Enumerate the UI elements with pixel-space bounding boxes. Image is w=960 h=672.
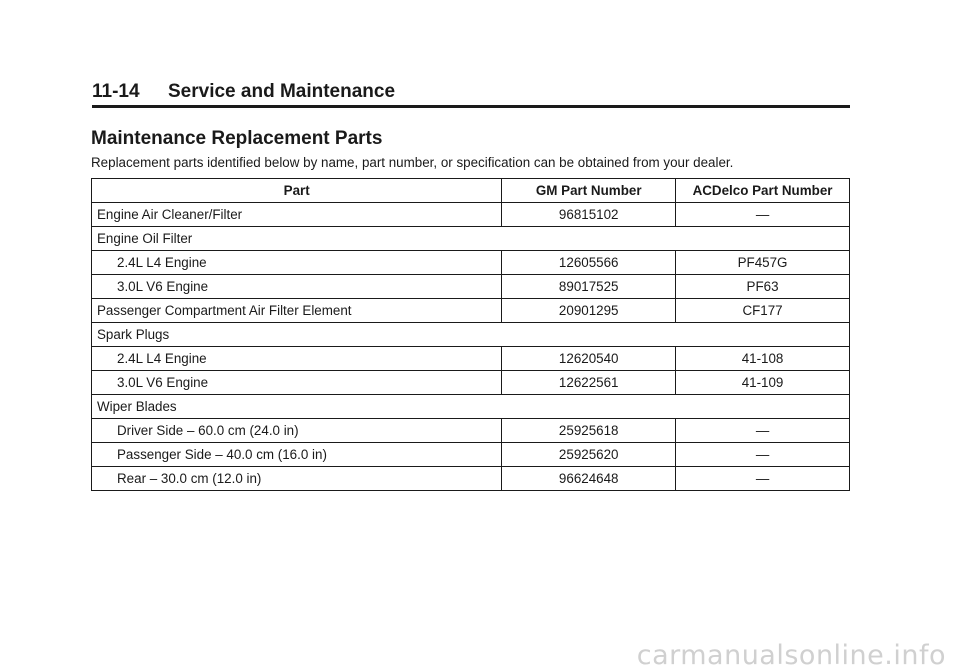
page-header [92, 81, 850, 108]
part-name: 3.0L V6 Engine [92, 371, 502, 395]
table-row [92, 299, 850, 323]
table-header-row [92, 179, 850, 203]
part-group-name: Spark Plugs [92, 323, 850, 347]
section-title: Maintenance Replacement Parts [91, 128, 383, 149]
page-number: 11-14 [92, 81, 140, 102]
table-row [92, 467, 850, 491]
gm-part-number: 25925618 [502, 419, 676, 443]
acdelco-part-number: CF177 [676, 299, 850, 323]
acdelco-part-number: PF63 [676, 275, 850, 299]
gm-part-number: 96624648 [502, 467, 676, 491]
table-group-row [92, 395, 850, 419]
part-group-name: Engine Oil Filter [92, 227, 850, 251]
gm-part-number: 12620540 [502, 347, 676, 371]
part-name: Engine Air Cleaner/Filter [92, 203, 502, 227]
watermark: carmanualsonline.info [636, 640, 946, 671]
table-row [92, 371, 850, 395]
gm-part-number: 96815102 [502, 203, 676, 227]
part-group-name: Wiper Blades [92, 395, 850, 419]
table-row [92, 203, 850, 227]
table-row [92, 251, 850, 275]
column-header-part: Part [92, 179, 502, 203]
acdelco-part-number: PF457G [676, 251, 850, 275]
table-row [92, 275, 850, 299]
table-group-row [92, 323, 850, 347]
parts-table [91, 178, 850, 491]
table-row [92, 419, 850, 443]
gm-part-number: 12605566 [502, 251, 676, 275]
table-row [92, 347, 850, 371]
part-name: Rear – 30.0 cm (12.0 in) [92, 467, 502, 491]
column-header-acdelco-part-number: ACDelco Part Number [676, 179, 850, 203]
part-name: Passenger Side – 40.0 cm (16.0 in) [92, 443, 502, 467]
column-header-gm-part-number: GM Part Number [502, 179, 676, 203]
part-name: 2.4L L4 Engine [92, 347, 502, 371]
gm-part-number: 12622561 [502, 371, 676, 395]
part-name: 2.4L L4 Engine [92, 251, 502, 275]
intro-text: Replacement parts identified below by name, part number, or specification can be obtained from your dealer. [91, 155, 734, 170]
acdelco-part-number: — [676, 203, 850, 227]
table-group-row [92, 227, 850, 251]
acdelco-part-number: — [676, 443, 850, 467]
acdelco-part-number: 41-109 [676, 371, 850, 395]
chapter-title: Service and Maintenance [168, 81, 396, 102]
acdelco-part-number: — [676, 467, 850, 491]
acdelco-part-number: — [676, 419, 850, 443]
gm-part-number: 25925620 [502, 443, 676, 467]
part-name: Driver Side – 60.0 cm (24.0 in) [92, 419, 502, 443]
gm-part-number: 20901295 [502, 299, 676, 323]
gm-part-number: 89017525 [502, 275, 676, 299]
acdelco-part-number: 41-108 [676, 347, 850, 371]
part-name: 3.0L V6 Engine [92, 275, 502, 299]
part-name: Passenger Compartment Air Filter Element [92, 299, 502, 323]
table-row [92, 443, 850, 467]
